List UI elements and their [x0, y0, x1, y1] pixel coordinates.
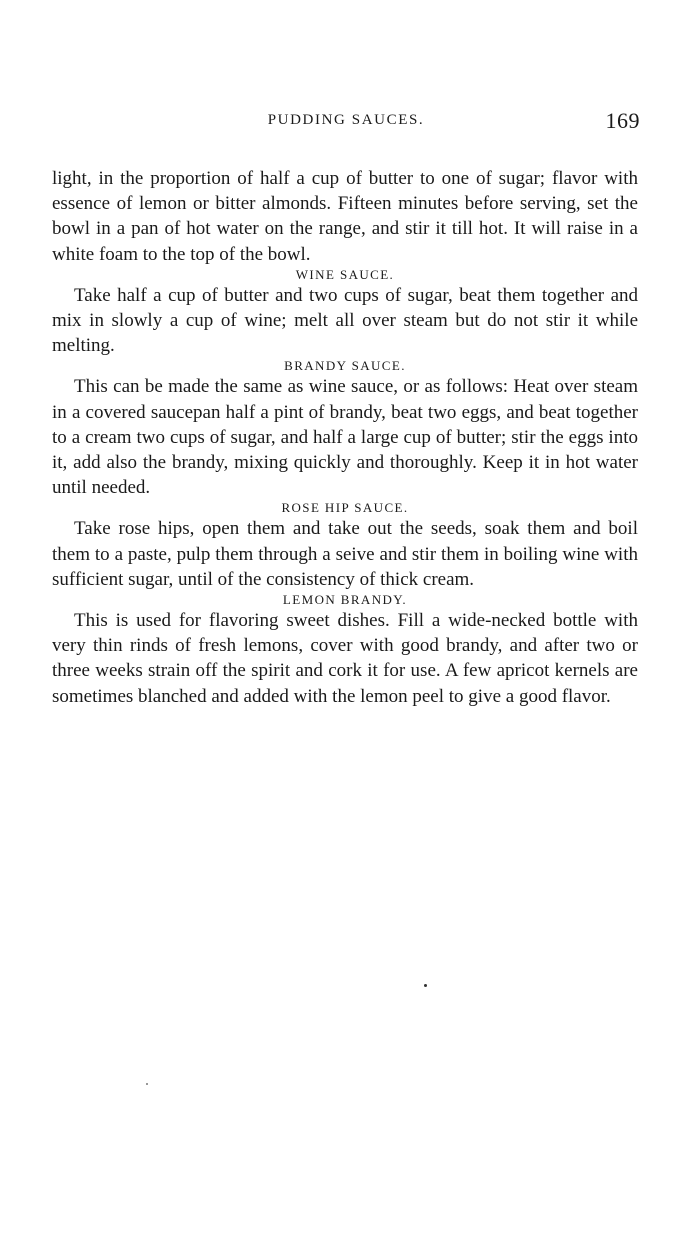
lemon-brandy-heading: LEMON BRANDY. [282, 592, 408, 608]
ink-speck-small [146, 1083, 148, 1085]
rose-hip-sauce-heading: ROSE HIP SAUCE. [281, 500, 409, 516]
page-number: 169 [605, 108, 640, 133]
intro-paragraph: light, in the proportion of half a cup of butter to one of sugar; flavor with essence of lemon or bitter almonds. Fifteen minutes before serving, set the bowl in a pan of hot water on the range, and stir it till hot. It will raise in a white foam to the top of the bowl. [52, 168, 638, 265]
wine-sauce-heading: WINE SAUCE. [295, 266, 395, 282]
lemon-brandy-paragraph: This is used for flavoring sweet dishes. Fill a wide-necked bottle with very thin rinds of fresh lemons, cover with good brandy, and after two or three weeks strain off the spirit and cork it for use. A few apricot kernels are sometimes blanched and added with the lemon peel to give a good flavor. [52, 610, 638, 707]
brandy-sauce-heading: BRANDY SAUCE. [284, 358, 406, 374]
rose-hip-sauce-paragraph: Take rose hips, open them and take out the seeds, soak them and boil them to a paste, pulp them through a seive and stir them in boiling wine with sufficient sugar, until of the consistency of thick cream. [52, 518, 638, 590]
wine-sauce-paragraph: Take half a cup of butter and two cups of sugar, beat them together and mix in slowly a cup of wine; melt all over steam but do not stir it while melting. [52, 284, 638, 357]
ink-speck [424, 984, 427, 987]
brandy-sauce-paragraph: This can be made the same as wine sauce, or as follows: Heat over steam in a covered saucepan half a pint of brandy, beat two eggs, and beat together to a cream two cups of sugar, and half a large cup of butter; stir the eggs into it, add also the brandy, mixing quickly and thoroughly. Keep it in hot water until needed. [52, 376, 638, 499]
page-body [52, 166, 638, 709]
running-title: PUDDING SAUCES. [267, 112, 425, 128]
running-head [52, 108, 640, 138]
